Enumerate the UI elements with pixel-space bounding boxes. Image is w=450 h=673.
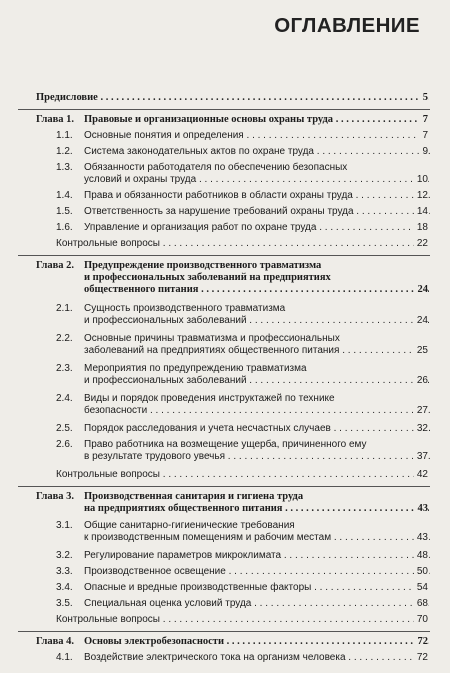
toc-entry[interactable] bbox=[0, 162, 450, 186]
entry-title-line: и профессиональных заболеваний на предприятиях bbox=[84, 272, 331, 283]
toc-entry[interactable] bbox=[0, 130, 450, 142]
entry-number: Глава 2. bbox=[36, 260, 75, 271]
entry-page-number: 68 bbox=[414, 598, 428, 610]
entry-title: Контрольные вопросы . . . bbox=[56, 614, 430, 626]
entry-page-number: 24 bbox=[415, 284, 429, 296]
entry-title-line: Право работника на возмещение ущерба, причиненного ему bbox=[84, 439, 367, 450]
entry-title: Контрольные вопросы . . . bbox=[56, 469, 430, 481]
entry-number: Глава 3. bbox=[36, 491, 75, 502]
toc-entry[interactable] bbox=[0, 222, 450, 234]
entry-page-number: 72 bbox=[415, 636, 429, 648]
entry-title: и профессиональных заболеваний . . . bbox=[84, 315, 430, 327]
toc-entry[interactable] bbox=[0, 566, 450, 578]
entry-number: 1.4. bbox=[56, 190, 73, 201]
entry-number: Глава 4. bbox=[36, 636, 75, 647]
entry-page-number: 48 bbox=[414, 550, 428, 562]
toc-entry[interactable] bbox=[0, 520, 450, 544]
entry-title: Производственное освещение . . . bbox=[84, 566, 430, 578]
entry-title: Ответственность за нарушение требований охраны труда . . . bbox=[84, 206, 430, 218]
toc-entry[interactable] bbox=[0, 652, 450, 664]
entry-title: на предприятиях общественного питания . . . bbox=[84, 503, 430, 515]
entry-title: Опасные и вредные производственные факторы . . . bbox=[84, 582, 430, 594]
entry-number: 1.6. bbox=[56, 222, 73, 233]
entry-title: Специальная оценка условий труда . . . bbox=[84, 598, 430, 610]
entry-title: Права и обязанности работников в области охраны труда . . . bbox=[84, 190, 430, 202]
toc-entry[interactable] bbox=[0, 146, 450, 158]
toc-entry[interactable] bbox=[0, 582, 450, 594]
entry-page-number: 7 bbox=[419, 130, 428, 142]
entry-title: Воздействие электрического тока на организм человека . . . bbox=[84, 652, 430, 664]
entry-page-number: 54 bbox=[414, 582, 428, 594]
entry-page-number: 25 bbox=[414, 345, 428, 357]
entry-title-line: Обязанности работодателя по обеспечению безопасных bbox=[84, 162, 348, 173]
entry-page-number: 5 bbox=[420, 92, 428, 104]
entry-title: к производственным помещениям и рабочим местам . . . bbox=[84, 532, 430, 544]
entry-page-number: 32 bbox=[414, 423, 428, 435]
toc-entry[interactable] bbox=[0, 439, 450, 463]
entry-page-number: 26 bbox=[414, 375, 428, 387]
entry-title: в результате трудового увечья . . . bbox=[84, 451, 430, 463]
entry-page-number: 42 bbox=[414, 469, 428, 481]
entry-title-line: Сущность производственного травматизма bbox=[84, 303, 286, 314]
entry-title: и профессиональных заболеваний . . . bbox=[84, 375, 430, 387]
entry-number: 2.2. bbox=[56, 333, 73, 344]
entry-number: 2.1. bbox=[56, 303, 73, 314]
entry-title: Система законодательных актов по охране труда . . . bbox=[84, 146, 430, 158]
toc-entry[interactable] bbox=[0, 114, 450, 126]
entry-number: 3.5. bbox=[56, 598, 73, 609]
section-divider bbox=[18, 631, 430, 632]
entry-page-number: 70 bbox=[414, 614, 428, 626]
entry-number: 2.5. bbox=[56, 423, 73, 434]
entry-title-line: Производственная санитария и гигиена труда bbox=[84, 491, 304, 502]
entry-number: 1.3. bbox=[56, 162, 73, 173]
entry-page-number: 9 bbox=[419, 146, 428, 158]
toc-entry[interactable] bbox=[0, 393, 450, 417]
entry-page-number: 12 bbox=[414, 190, 428, 202]
toc-entry[interactable] bbox=[0, 614, 450, 626]
entry-title: Порядок расследования и учета несчастных случаев . . . bbox=[84, 423, 430, 435]
section-divider bbox=[18, 486, 430, 487]
toc-entry[interactable] bbox=[0, 469, 450, 481]
entry-number: 3.2. bbox=[56, 550, 73, 561]
page-title: ОГЛАВЛЕНИЕ bbox=[274, 14, 420, 37]
entry-title: Контрольные вопросы . . . bbox=[56, 238, 430, 250]
entry-title: Правовые и организационные основы охраны труда . . . bbox=[84, 114, 430, 126]
entry-title: Основы электробезопасности . . . bbox=[84, 636, 430, 648]
entry-title: безопасности . . . bbox=[84, 405, 430, 417]
entry-page-number: 27 bbox=[414, 405, 428, 417]
toc-entry[interactable] bbox=[0, 92, 450, 104]
entry-number: 2.6. bbox=[56, 439, 73, 450]
entry-page-number: 22 bbox=[414, 238, 428, 250]
entry-page-number: 43 bbox=[414, 532, 428, 544]
toc-entry[interactable] bbox=[0, 190, 450, 202]
entry-page-number: 18 bbox=[414, 222, 428, 234]
entry-title-line: Мероприятия по предупреждению травматизма bbox=[84, 363, 307, 374]
entry-page-number: 72 bbox=[414, 652, 428, 664]
section-divider bbox=[18, 109, 430, 110]
toc-entry[interactable] bbox=[0, 333, 450, 357]
entry-number: Глава 1. bbox=[36, 114, 75, 125]
entry-page-number: 50 bbox=[414, 566, 428, 578]
toc-entry[interactable] bbox=[0, 363, 450, 387]
entry-title-line: Предупреждение производственного травматизма bbox=[84, 260, 322, 271]
toc-entry[interactable] bbox=[0, 260, 450, 296]
toc-entry[interactable] bbox=[0, 303, 450, 327]
entry-number: 1.5. bbox=[56, 206, 73, 217]
entry-title: Регулирование параметров микроклимата . . . bbox=[84, 550, 430, 562]
section-divider bbox=[18, 255, 430, 256]
entry-title: заболеваний на предприятиях общественного питания . . . bbox=[84, 345, 430, 357]
entry-title: условий и охраны труда . . . bbox=[84, 174, 430, 186]
entry-title: Управление и организация работ по охране труда . . . bbox=[84, 222, 430, 234]
toc-entry[interactable] bbox=[0, 491, 450, 515]
toc-entry[interactable] bbox=[0, 423, 450, 435]
entry-number: 2.3. bbox=[56, 363, 73, 374]
entry-number: 4.1. bbox=[56, 652, 73, 663]
entry-title-line: Виды и порядок проведения инструктажей по технике bbox=[84, 393, 335, 404]
entry-page-number: 24 bbox=[414, 315, 428, 327]
toc-entry[interactable] bbox=[0, 550, 450, 562]
entry-page-number: 43 bbox=[415, 503, 429, 515]
toc-entry[interactable] bbox=[0, 598, 450, 610]
entry-page-number: 10 bbox=[414, 174, 428, 186]
entry-number: 1.2. bbox=[56, 146, 73, 157]
toc-entry[interactable] bbox=[0, 238, 450, 250]
entry-title: Предисловие . . . bbox=[36, 92, 430, 104]
entry-number: 3.4. bbox=[56, 582, 73, 593]
entry-number: 3.1. bbox=[56, 520, 73, 531]
entry-title-line: Общие санитарно-гигиенические требования bbox=[84, 520, 295, 531]
entry-page-number: 7 bbox=[420, 114, 428, 126]
entry-title: общественного питания . . . bbox=[84, 284, 430, 296]
entry-number: 1.1. bbox=[56, 130, 73, 141]
entry-page-number: 14 bbox=[414, 206, 428, 218]
entry-title-line: Основные причины травматизма и профессиональных bbox=[84, 333, 340, 344]
entry-page-number: 37 bbox=[414, 451, 428, 463]
entry-number: 3.3. bbox=[56, 566, 73, 577]
toc-entry[interactable] bbox=[0, 636, 450, 648]
entry-title: Основные понятия и определения . . . bbox=[84, 130, 430, 142]
entry-number: 2.4. bbox=[56, 393, 73, 404]
toc-entry[interactable] bbox=[0, 206, 450, 218]
